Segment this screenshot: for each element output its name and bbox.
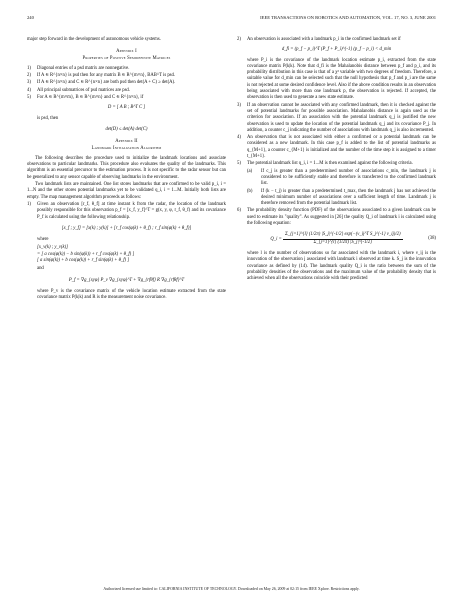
list-item: 5) For A ∈ R^{m×m}, B ∈ R^{m×n} and C ∈ R^{n×n}, if [27, 95, 144, 101]
intro-paragraph: major step forward in the development of autonomous vehicle systems. [27, 37, 161, 42]
list-item: 3) If A ∈ R^{n×n} and C ∈ R^{n×n} are both psd then det(A + C) ≥ det(A). [27, 80, 176, 86]
equation-matrix-d: D = [ A B ; B^T C ] [107, 105, 146, 111]
paragraph: The following describes the procedure used to initialize the landmark locations and associate observations to particular landmarks. This procedure also evaluates the quality of the landmarks. This algorithm is an essential precursor to the estimation process. It is not specific to the radar sensor but can be generalized to any sensor capable of observing landmarks in the environment. [27, 155, 226, 180]
list-item: 3) If an observation cannot be associated with any confirmed landmark, then it is checked against the set of potential landmarks for possible association. Mahalanobis distance is again used as the criterion for association. If an association with the potential landmark q_j is justified the new observation is used to update the location of the potential landmark q_j and its covariance P_j. In addition, a counter c_j indicating the number of associations with landmark q_j is also incremented. [237, 102, 436, 133]
algorithm-steps-right-final [237, 208, 436, 227]
equation-quality-numerator: Σ_{j=1}^{l} (1/2π) |S_j|^{-1/2} exp(−(ν_ij^T S_j^{-1} ν_ij)/2) [283, 232, 403, 239]
equation-covariance: P_f = ∇g_{xyφ} P_v ∇g_{xyφ}^T + ∇g_{rfθf} R ∇g_{rfθf}^T [68, 277, 185, 283]
equation-number: (38) [428, 236, 436, 242]
algorithm-steps-right [237, 37, 436, 43]
left-column [27, 37, 226, 303]
appendix-1-title: Appendix I [116, 49, 137, 55]
paragraph: where P_i is the covariance of the landmark location estimate p_i, extracted from the state covariance matrix P(k|k). Note that d_fi is the Mahalanobis distance between p_f and p_i, and its probability distribution in this case is that of a χ² variable with two degrees of freedom. Therefore, a suitable value for d_min can be selected such that the null hypothesis that p_f and p_i are the same is not rejected at some desired confidence level. Also if the above condition results in an observation being associated with more than one landmark p, the observation is rejected. If accepted, the observation is then used to generate a new state estimate. [247, 57, 436, 101]
algorithm-steps-left [27, 202, 226, 221]
list-item: 2) An observation is associated with a landmark p_i in the confirmed landmark set if [237, 37, 401, 42]
list-item: (b) If (k − t_j) is greater than a predetermined t_max, then the landmark j has not achieved the desired minimum number of associations over a sufficient length of time. Landmark j is therefore removed from the potential landmark list. [247, 188, 436, 207]
list-item: 2) If A ∈ R^{n×n} is psd then for any matrix B ∈ R^{m×n}, BAB^T is psd. [27, 73, 176, 79]
list-item: (a) If c_j is greater than a predetermined number of associations c_min, the landmark j is considered to be sufficiently stable and therefore is transferred to the confirmed landmark list. [247, 168, 436, 187]
list-item: 6) The probability density function (PDF) of the observations associated to a given landmark can be used to estimate its "quality". As suggested in [26] the quality Q_i of landmark i is calculated using the following equation: [237, 208, 436, 227]
equation-vehicle-xy: [x_v(k) ; y_v(k)] = [ a cos(φ(k)) − b sin(φ(k)) + r_f cos(φ(k) + θ_f) ] [ a sin(φ(k)) + b cos(φ(k)) + r_f sin(φ(k) + θ_f) ] [37, 245, 135, 264]
is-psd-text: is psd, then [37, 115, 59, 121]
criteria-list [237, 169, 436, 208]
psd-properties-list [27, 66, 226, 101]
paragraph: where l is the number of observations so far associated with the landmark i, where ν_ij is the innovation of the observation j associated with landmark i observed at time k. S_j is the innovation covariance as defined by (14). The landmark quality Q_i is the ratio between the sum of the probability densities of the observations and the maximum value of the probability density that is achieved when all the observations coincide with their predicted [247, 250, 436, 282]
list-item: 1) Diagonal entries of a psd matrix are nonnegative. [27, 65, 130, 71]
equation-quality-denominator: Σ_{j=1}^{l} (1/2π) |S_j|^{-1/2} [313, 239, 372, 245]
list-item: 5) The potential landmark list q_i, i = 1...M is then examined against the following criteria. [237, 161, 413, 167]
page-header [27, 15, 436, 23]
list-item: 4) An observation that is not associated with either a confirmed or a potential landmark can be considered as a new landmark. In this case p_f is added to the list of potential landmarks as q_{M+1}, a counter c_{M+1} is initialized and the number of the time step it is assigned to a timer t_{M+1}. [237, 135, 436, 160]
and-text: and [37, 266, 44, 272]
equation-landmark-position: [x_f ; y_f] = [x(k) ; y(k)] + [r_f cos(φ(k) + θ_f) ; r_f sin(φ(k) + θ_f)] [61, 225, 192, 231]
appendix-2-subtitle: Landmark Initialization Algorithm [91, 145, 162, 151]
right-column [237, 37, 436, 283]
equation-det-inequality: det(D) ≤ det(A) det(C) [105, 126, 148, 132]
list-item: 4) All principal submatrices of psd matrices are psd. [27, 87, 130, 93]
appendix-2-heading [27, 139, 226, 152]
paragraph: where P_v is the covariance matrix of the vehicle location estimate extracted from the state covariance matrix P(k|k) and R is the measurement noise covariance. [37, 288, 226, 301]
appendix-1-heading [27, 49, 226, 62]
journal-title: IEEE TRANSACTIONS ON ROBOTICS AND AUTOMATION, VOL. 17, NO. 3, JUNE 2001 [260, 15, 436, 20]
where-text: where [37, 237, 49, 243]
appendix-1-subtitle: Properties of Positive Semidefinite Matrices [82, 55, 171, 61]
equation-mahalanobis: d_fi = (p_f − p_i)^T (P_f + P_i)^{-1} (p_f − p_i) < d_min [281, 47, 392, 53]
appendix-2-title: Appendix II [115, 139, 138, 145]
paragraph: Two landmark lists are maintained. One list stores landmarks that are confirmed to be valid p_i, i = 1...N and the other stores potential landmarks yet to be validated q_i, i = 1...M. Initially both lists are empty. The map management algorithm proceeds as follows: [27, 182, 226, 200]
equation-quality: Q_i = Σ_{j=1}^{l} (1/2π) |S_j|^{-1/2} exp(−(ν_ij^T S_j^{-1} ν_ij)/2) Σ_{j=1}^{l} (1/2π) |S_j|^{-1/2} (38) [270, 232, 436, 245]
page-number: 240 [27, 15, 34, 20]
list-item: 1) Given an observation [r_f, θ_f] at time instant k from the radar, the location of the landmark possibly responsible for this observation p_f = [x_f, y_f]^T = g(x, y, φ, r_f, θ_f) and its covariance P_f is calculated using the following relationship. [27, 201, 226, 220]
algorithm-steps-right-cont [237, 103, 436, 168]
license-footer: Authorized licensed use limited to: CALIFORNIA INSTITUTE OF TECHNOLOGY. Downloaded on May 26, 2009 at 02:15 from IEEE Xplore. Restrictions apply. [103, 587, 360, 591]
